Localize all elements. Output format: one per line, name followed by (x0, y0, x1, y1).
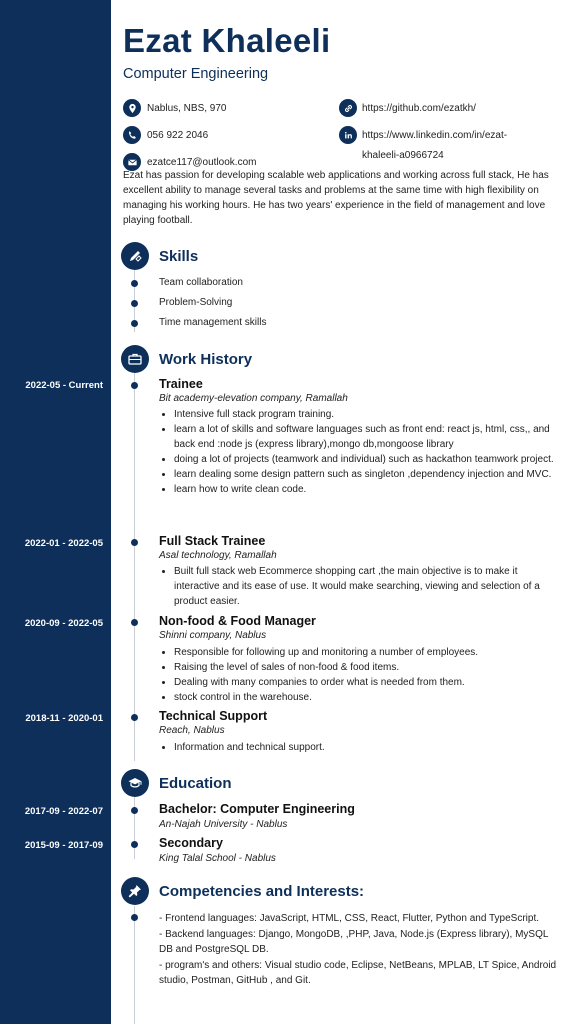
job-bullet: • stock control in the warehouse. (174, 690, 564, 705)
job-title: Non-food & Food Manager (159, 614, 316, 628)
skills-heading: Skills (159, 248, 199, 265)
timeline-dot (131, 382, 138, 389)
job-company: Bit academy-elevation company, Ramallah (159, 393, 348, 404)
job-bullets (174, 740, 564, 755)
phone-icon (123, 126, 141, 144)
contact-phone: 056 922 2046 (147, 130, 209, 141)
timeline-dot (131, 539, 138, 546)
contact-linkedin-line2[interactable]: khaleeli-a0966724 (362, 150, 444, 161)
contact-linkedin-line1[interactable]: https://www.linkedin.com/in/ezat- (362, 130, 508, 141)
job-dates: 2022-05 - Current (25, 380, 103, 391)
work-heading: Work History (159, 351, 253, 368)
job-title: Technical Support (159, 709, 268, 723)
timeline-dot (131, 619, 138, 626)
job-bullet: • Information and technical support. (174, 740, 564, 755)
candidate-title: Computer Engineering (123, 66, 269, 82)
job-bullet: • Responsible for following up and monitoring a number of employees. (174, 645, 564, 660)
contact-github[interactable]: https://github.com/ezatkh/ (362, 103, 476, 114)
job-company: Asal technology, Ramallah (159, 550, 277, 561)
job-bullet: • doing a lot of projects (teamwork and individual) such as hackathon teamwork project. (174, 452, 564, 467)
job-bullets (174, 407, 564, 497)
graduation-cap-icon (121, 769, 149, 797)
competencies-list (159, 911, 564, 989)
job-company: Shinni company, Nablus (159, 630, 267, 641)
link-icon (339, 99, 357, 117)
job-bullet: • Raising the level of sales of non-food & food items. (174, 660, 564, 675)
briefcase-icon (121, 345, 149, 373)
timeline-dot (131, 320, 138, 327)
timeline-dot (131, 914, 138, 921)
job-title: Full Stack Trainee (159, 534, 266, 548)
job-bullet: • learn a lot of skills and software languages such as front end: react js, html, css,, and back end :node js (express library),mongo db,mongoose library (174, 422, 564, 452)
education-dates: 2017-09 - 2022-07 (24, 806, 103, 817)
job-dates: 2022-01 - 2022-05 (24, 538, 103, 549)
timeline-dot (131, 841, 138, 848)
education-degree: Bachelor: Computer Engineering (159, 802, 355, 816)
competency-line: - Frontend languages: JavaScript, HTML, CSS, React, Flutter, Python and TypeScript. (159, 913, 539, 924)
job-dates: 2020-09 - 2022-05 (24, 618, 103, 629)
job-bullet: • learn how to write clean code. (174, 482, 564, 497)
skill-item: Time management skills (159, 317, 267, 328)
job-bullet: • Built full stack web Ecommerce shopping cart ,the main objective is to make it interactive and its ease of use. It would make searching, viewing and selection of a product easier. (174, 564, 564, 609)
pencil-ruler-icon (121, 242, 149, 270)
timeline-dot (131, 280, 138, 287)
education-dates: 2015-09 - 2017-09 (24, 840, 103, 851)
linkedin-icon (339, 126, 357, 144)
contact-address: Nablus, NBS, 970 (147, 103, 227, 114)
skill-item: Problem-Solving (159, 297, 233, 308)
competencies-timeline (134, 906, 135, 1024)
contact-email[interactable]: ezatce117@outlook.com (147, 157, 257, 168)
education-school: King Talal School - Nablus (159, 853, 276, 864)
job-bullet: • learn dealing some design pattern such as singleton ,dependency injection and MVC. (174, 467, 564, 482)
profile-summary: Ezat has passion for developing scalable web applications and working across full stack, He has excellent ability to manage several tasks and problems at the same time with high flexibility on managing his working hours. He has two years' experience in the field of management and love playing football. (123, 170, 549, 226)
competency-line: - Backend languages: Django, MongoDB, ,PHP, Java, Node.js (Express library), MySQL DB and PostgreSQL DB. (159, 928, 549, 955)
education-degree: Secondary (159, 836, 223, 850)
job-bullets (174, 645, 564, 705)
job-title: Trainee (159, 377, 203, 391)
work-timeline (134, 373, 135, 761)
skill-item: Team collaboration (159, 277, 243, 288)
timeline-dot (131, 714, 138, 721)
map-pin-icon (123, 99, 141, 117)
timeline-dot (131, 300, 138, 307)
job-company: Reach, Nablus (159, 725, 225, 736)
job-bullet: • Intensive full stack program training. (174, 407, 564, 422)
timeline-dot (131, 807, 138, 814)
pushpin-icon (121, 877, 149, 905)
job-bullets (174, 564, 564, 609)
candidate-name: Ezat Khaleeli (123, 22, 331, 59)
education-school: An-Najah University - Nablus (159, 819, 288, 830)
competency-line: - program's and others: Visual studio code, Eclipse, NetBeans, MPLAB, LT Spice, Android studio, Postman, GitHub , and Git. (159, 959, 557, 986)
competencies-heading: Competencies and Interests: (159, 883, 365, 900)
job-bullet: • Dealing with many companies to order what is needed from them. (174, 675, 564, 690)
education-heading: Education (159, 775, 232, 792)
sidebar (0, 0, 111, 1024)
job-dates: 2018-11 - 2020-01 (25, 713, 103, 724)
